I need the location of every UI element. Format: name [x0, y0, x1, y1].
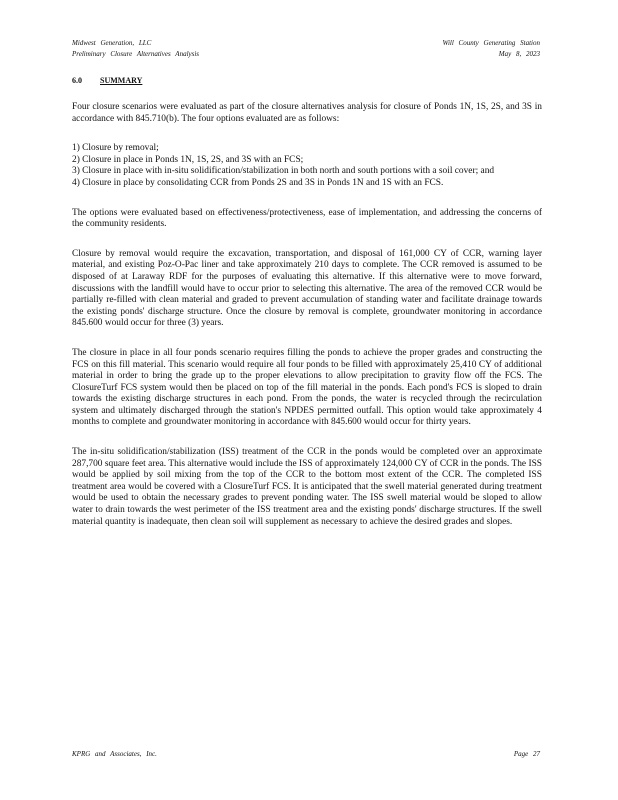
- page-number: Page 27: [513, 750, 540, 758]
- document-body: [72, 102, 542, 546]
- option-item: 3) Closure in place with in-situ solidification/stabilization in both north and south portions with a soil cover; and: [72, 166, 495, 177]
- footer-company: KPRG and Associates, Inc.: [72, 750, 157, 758]
- intro-paragraph: Four closure scenarios were evaluated as part of the closure alternatives analysis for closure of Ponds 1N, 1S, 2S, and 3S in accordance with 845.710(b). The four options evaluated are as follows:: [72, 102, 542, 124]
- header-date: May 8, 2023: [498, 50, 540, 58]
- page-header-left: [72, 38, 199, 60]
- header-site: Will County Generating Station: [442, 39, 540, 47]
- closure-by-removal-paragraph: Closure by removal would require the excavation, transportation, and disposal of 161,000 CY of CCR, warning layer material, and existing Poz-O-Pac liner and take approximately 210 days to complete. The CCR removed is assumed to be disposed of at Laraway RDF for the purposes of evaluating this alternative. If this alternative were to move forward, discussions with the landfill would have to occur prior to selecting this alternative. The area of the removed CCR would be partially re-filled with clean material and graded to prevent accumulation of standing water and facilitate drainage towards the existing ponds' discharge structure. Once the closure by removal is complete, groundwater monitoring in accordance 845.600 would occur for three (3) years.: [72, 248, 542, 329]
- section-number: 6.0: [72, 76, 82, 85]
- section-title: SUMMARY: [100, 76, 143, 85]
- iss-paragraph: The in-situ solidification/stabilization (ISS) treatment of the CCR in the ponds would be completed over an approximate 287,700 square feet area. This alternative would include the ISS of approximately 124,000 CY of CCR in the ponds. The ISS would be applied by soil mixing from the top of the CCR to the bottom most extent of the CCR. The completed ISS treatment area would be covered with a ClosureTurf FCS. It is anticipated that the swell material generated during treatment would be used to obtain the necessary grades to prevent ponding water. The ISS swell material would be sloped to allow water to drain towards the west perimeter of the ISS treatment area and the existing ponds' discharge structures. If the swell material quantity is inadequate, then clean soil will supplement as necessary to achieve the desired grades and slopes.: [72, 447, 542, 527]
- evaluation-paragraph: The options were evaluated based on effectiveness/protectiveness, ease of implementation, and addressing the concerns of the community residents.: [72, 207, 542, 230]
- option-item: 1) Closure by removal;: [72, 143, 159, 154]
- closure-in-place-paragraph: The closure in place in all four ponds scenario requires filling the ponds to achieve the proper grades and constructing the FCS on this fill material. This scenario would require all four ponds to be filled with approximately 25,410 CY of additional material in order to bring the grade up to the proper elevations to allow precipitation to gravity flow off the FCS. The ClosureTurf FCS system would then be placed on top of the fill material in the ponds. Each pond's FCS is sloped to drain towards the existing discharge structures in each pond. From the ponds, the water is recycled through the recirculation system and ultimately discharged through the station's NPDES permitted outfall. This option would take approximately 4 months to complete and groundwater monitoring in accordance with 845.600 would occur for thirty years.: [72, 347, 542, 428]
- option-item: 2) Closure in place in Ponds 1N, 1S, 2S, and 3S with an FCS;: [72, 154, 304, 165]
- header-company: Midwest Generation, LLC: [72, 39, 152, 47]
- page-header-right: [443, 38, 540, 60]
- section-heading: [72, 76, 142, 85]
- options-list: [72, 143, 542, 189]
- option-item: 4) Closure in place by consolidating CCR from Ponds 2S and 3S in Ponds 1N and 1S with an FCS.: [72, 177, 444, 188]
- header-document-title: Preliminary Closure Alternatives Analysis: [72, 50, 200, 58]
